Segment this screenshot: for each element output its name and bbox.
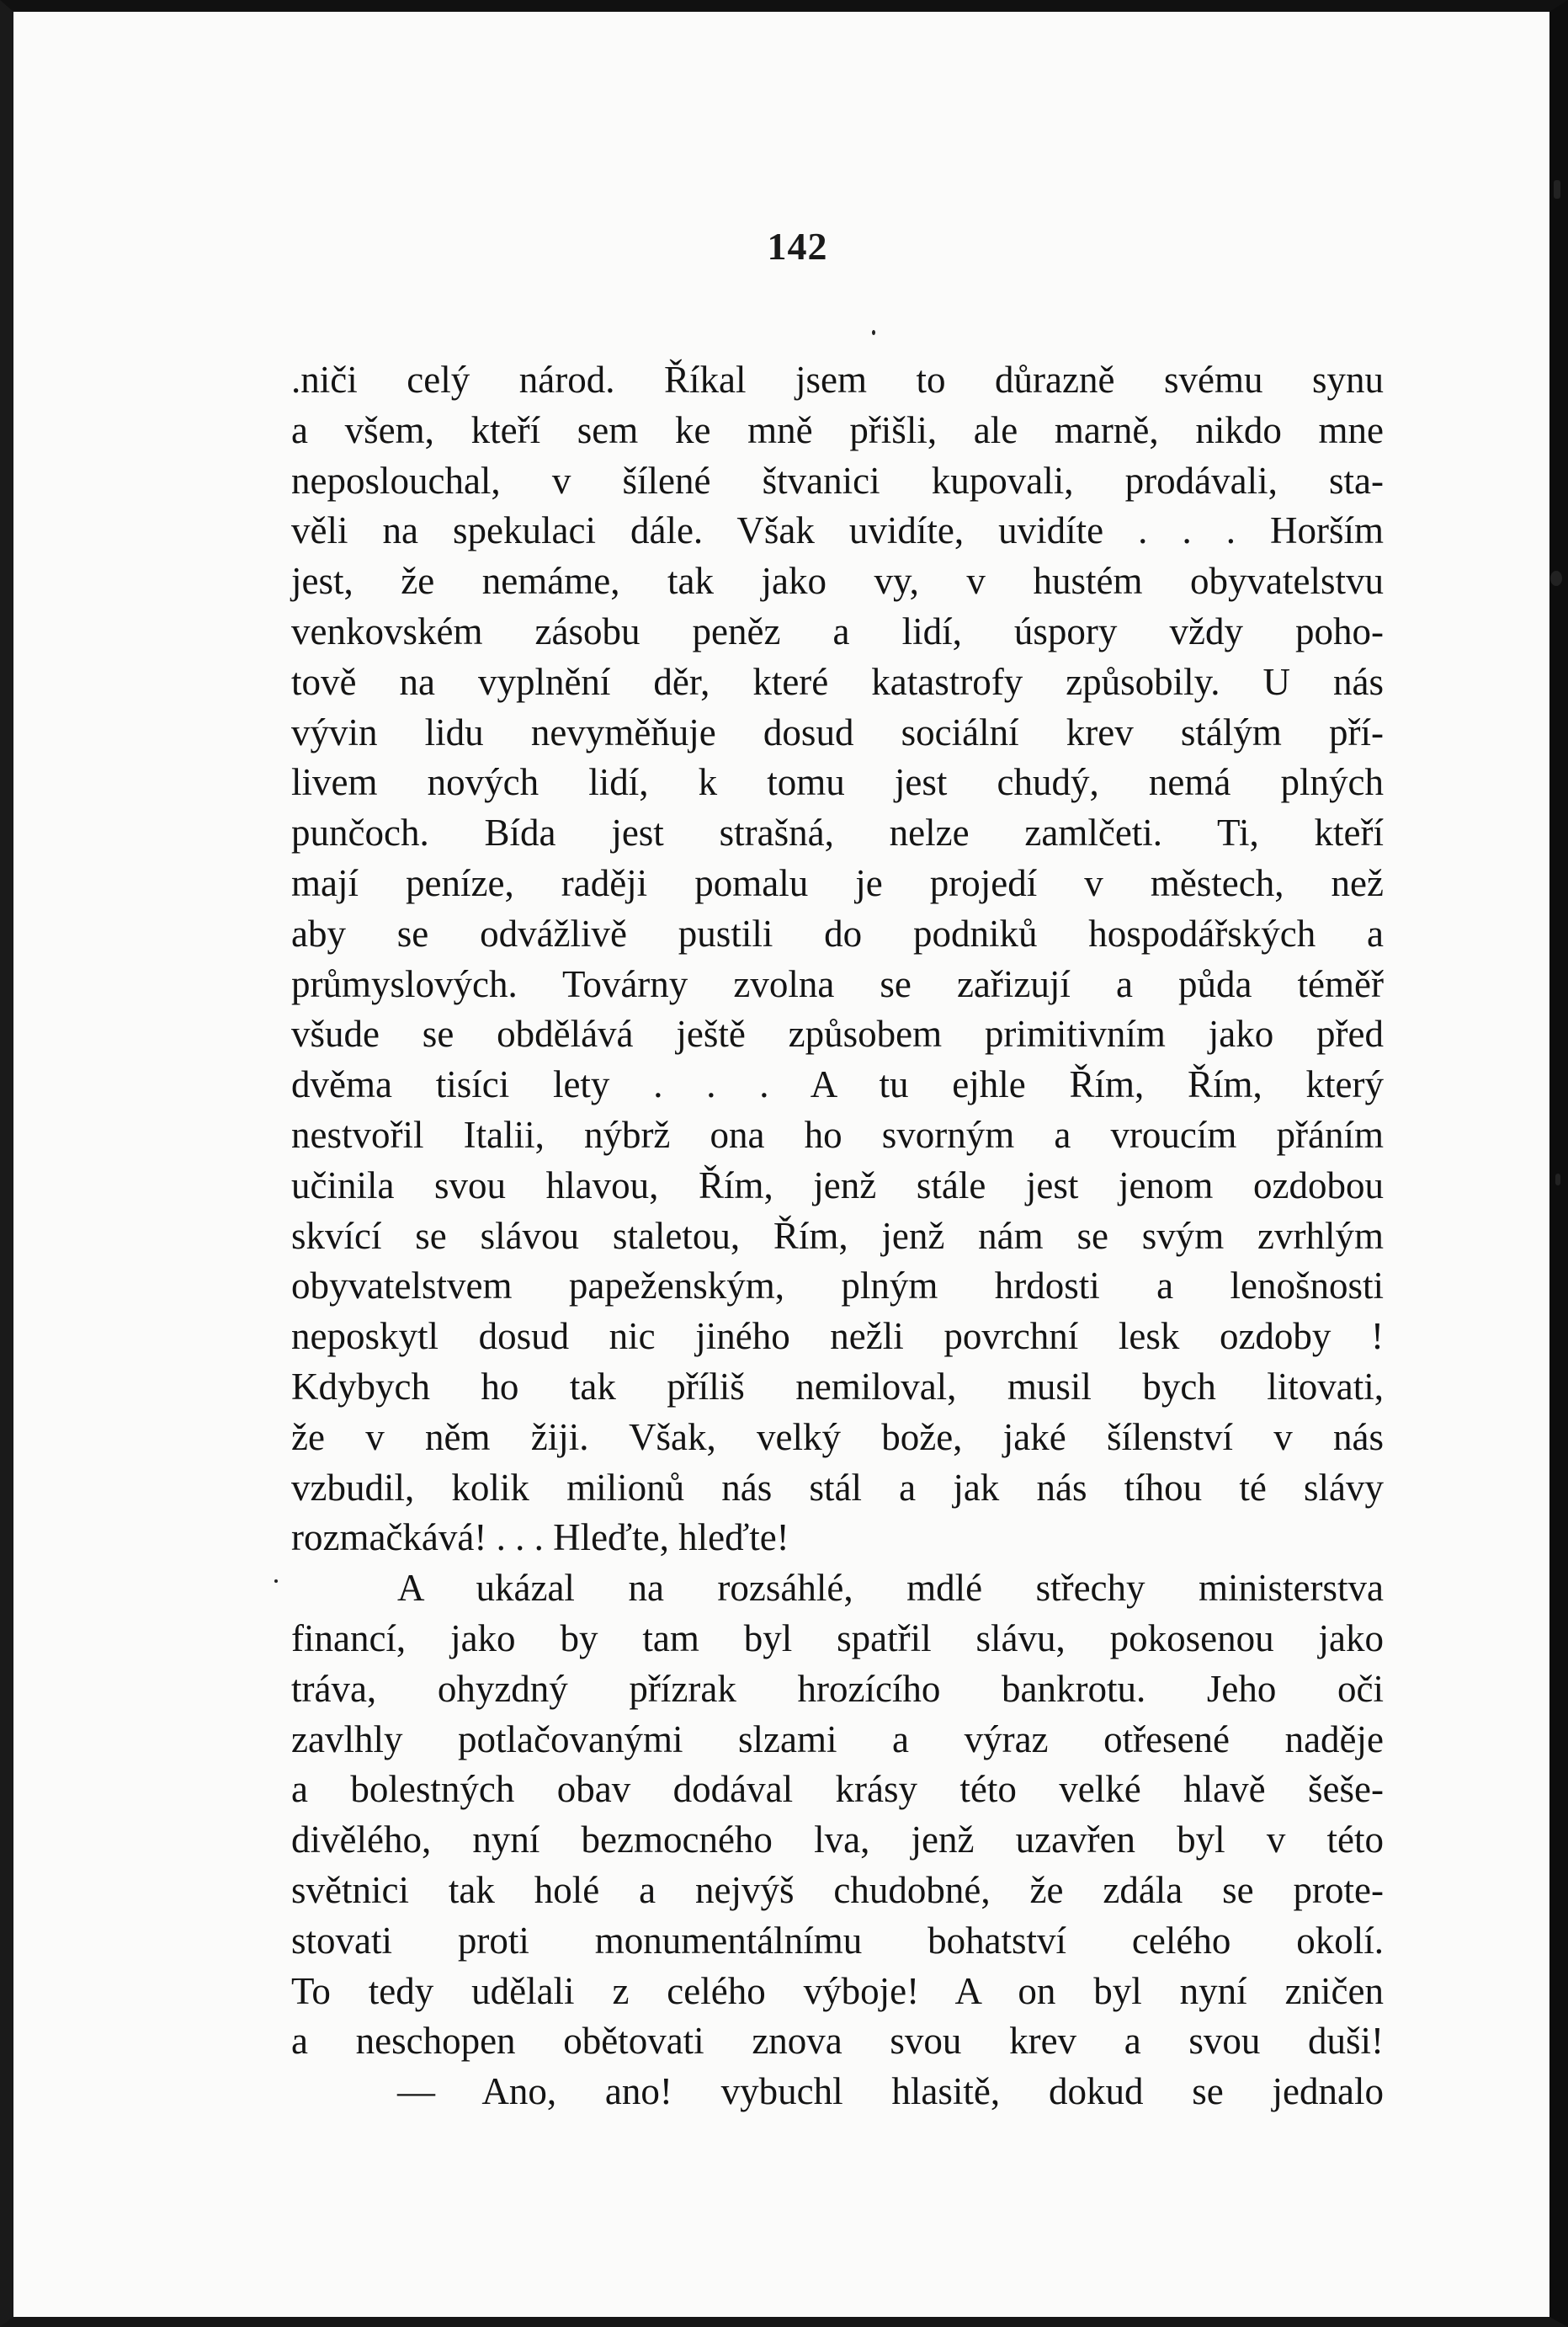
text-line: světnici tak holé a nejvýš chudobné, že zdála se prote- [291, 1868, 1384, 1911]
page-number: 142 [767, 225, 828, 268]
text-line: vzbudil, kolik milionů nás stál a jak nás tíhou té slávy [291, 1466, 1384, 1509]
text-line: venkovském zásobu peněz a lidí, úspory vždy poho- [291, 610, 1384, 652]
text-line: neposkytl dosud nic jiného nežli povrchní lesk ozdoby ! [291, 1315, 1384, 1358]
text-line: stovati proti monumentálnímu bohatství celého okolí. [291, 1919, 1384, 1962]
text-line: věli na spekulaci dále. Však uvidíte, uvidíte . . . Horším [291, 509, 1384, 552]
text-line: zavlhly potlačovanými slzami a výraz otřesené naděje [291, 1717, 1384, 1760]
ink-speck [1550, 571, 1562, 586]
text-line: nestvořil Italii, nýbrž ona ho svorným a vroucím přáním [291, 1113, 1384, 1156]
ink-speck [274, 1579, 278, 1583]
text-line: — Ano, ano! vybuchl hlasitě, dokud se jednalo [397, 2070, 1384, 2113]
text-line: aby se odvážlivě pustili do podniků hospodářských a [291, 912, 1384, 955]
text-line: všude se obdělává ještě způsobem primitivním jako před [291, 1013, 1384, 1056]
text-line: To tedy udělali z celého výboje! A on byl nyní zničen [291, 1969, 1384, 2012]
text-line: tově na vyplnění děr, které katastrofy způsobily. U nás [291, 660, 1384, 703]
ink-speck [1555, 1174, 1560, 1185]
text-line: a všem, kteří sem ke mně přišli, ale marně, nikdo mne [291, 408, 1384, 451]
text-line: .niči celý národ. Říkal jsem to důrazně svému synu [291, 359, 1384, 401]
text-line: neposlouchal, v šílené štvanici kupovali, prodávali, sta- [291, 459, 1384, 502]
text-line: mají peníze, raději pomalu je projedí v městech, než [291, 861, 1384, 904]
ink-speck [1554, 180, 1560, 199]
text-line: livem nových lidí, k tomu jest chudý, nemá plných [291, 761, 1384, 804]
text-line: že v něm žiji. Však, velký bože, jaké šílenství v nás [291, 1415, 1384, 1458]
body-text [291, 355, 1384, 2117]
text-line: A ukázal na rozsáhlé, mdlé střechy ministerstva [397, 1567, 1384, 1610]
text-line: jest, že nemáme, tak jako vy, v hustém obyvatelstvu [291, 560, 1384, 603]
text-line: rozmačkává! . . . Hleďte, hleďte! [291, 1516, 789, 1559]
text-line: divělého, nyní bezmocného lva, jenž uzavřen byl v této [291, 1818, 1384, 1861]
text-line: a neschopen obětovati znova svou krev a svou duši! [291, 2020, 1384, 2063]
text-line: Kdybych ho tak příliš nemiloval, musil bych litovati, [291, 1365, 1384, 1408]
text-line: punčoch. Bída jest strašná, nelze zamlčeti. Ti, kteří [291, 812, 1384, 855]
ink-speck [872, 330, 875, 335]
text-line: průmyslových. Továrny zvolna se zařizují a půda téměř [291, 962, 1384, 1005]
text-line: obyvatelstvem papeženským, plným hrdosti a lenošnosti [291, 1265, 1384, 1307]
text-line: skvící se slávou staletou, Řím, jenž nám se svým zvrhlým [291, 1214, 1384, 1257]
text-line: financí, jako by tam byl spatřil slávu, pokosenou jako [291, 1616, 1384, 1659]
text-line: vývin lidu nevyměňuje dosud sociální krev stálým pří- [291, 711, 1384, 753]
text-line: a bolestných obav dodával krásy této velké hlavě šeše- [291, 1768, 1384, 1811]
text-line: dvěma tisíci lety . . . A tu ejhle Řím, Řím, který [291, 1063, 1384, 1106]
text-line: tráva, ohyzdný přízrak hrozícího bankrotu. Jeho oči [291, 1667, 1384, 1710]
text-line: učinila svou hlavou, Řím, jenž stále jest jenom ozdobou [291, 1164, 1384, 1206]
